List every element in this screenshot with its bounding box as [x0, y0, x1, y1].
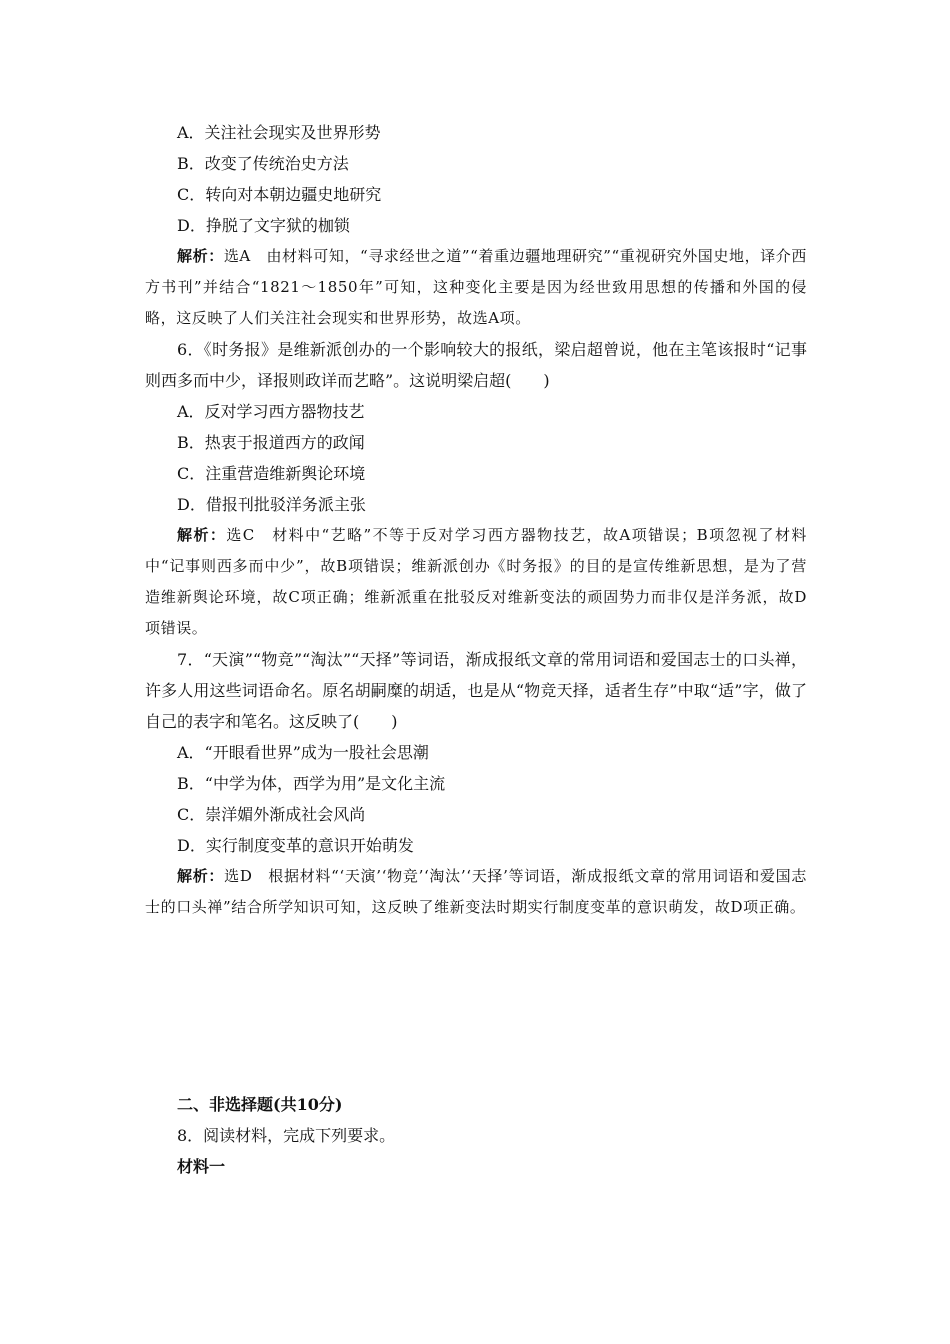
q8-stem: 8．阅读材料，完成下列要求。	[177, 1126, 396, 1145]
q6-option-d: D．借报刊批驳洋务派主张	[177, 495, 366, 514]
q6-stem: 6．《时务报》是维新派创办的一个影响较大的报纸，梁启超曾说，他在主笔该报时“记事则西多而中少，译报则政详而艺略”。这说明梁启超( )	[145, 340, 807, 390]
q6-analysis-text: 选C 材料中“艺略”不等于反对学习西方器物技艺，故A项错误；B项忽视了材料中“记事则西多而中少”，故B项错误；维新派创办《时务报》的目的是宣传维新思想，是为了营造维新舆论环境，故C项正确；维新派重在批驳反对维新变法的顽固势力而非仅是洋务派，故D项错误。	[145, 526, 807, 637]
q6-option-a: A．反对学习西方器物技艺	[177, 402, 365, 421]
q6-option-c: C．注重营造维新舆论环境	[177, 464, 366, 483]
q7-analysis-label: 解析：	[177, 867, 225, 885]
q7-option-b: B．“中学为体，西学为用”是文化主流	[177, 774, 446, 793]
q5-option-d: D．挣脱了文字狱的枷锁	[177, 216, 350, 235]
document-content	[145, 117, 807, 1182]
q6-analysis	[145, 520, 807, 644]
q7-stem: 7．“天演”“物竞”“淘汰”“天择”等词语，渐成报纸文章的常用词语和爱国志士的口头禅，许多人用这些词语命名。原名胡嗣糜的胡适，也是从“物竞天择，适者生存”中取“适”字，做了自己的表字和笔名。这反映了( )	[145, 650, 807, 731]
q7-option-c: C．崇洋媚外渐成社会风尚	[177, 805, 366, 824]
q7-analysis	[145, 861, 807, 923]
q5-option-a: A．关注社会现实及世界形势	[177, 123, 381, 142]
q5-analysis	[145, 241, 807, 334]
q6-option-b: B．热衷于报道西方的政闻	[177, 433, 365, 452]
q7-option-a: A．“开眼看世界”成为一股社会思潮	[177, 743, 429, 762]
q5-option-c: C．转向对本朝边疆史地研究	[177, 185, 382, 204]
q5-analysis-label: 解析：	[177, 247, 224, 265]
material-label: 材料一	[177, 1157, 226, 1176]
blank-space	[145, 923, 807, 1089]
q7-analysis-text: 选D 根据材料“‘天演’‘物竞’‘淘汰’‘天择’等词语，渐成报纸文章的常用词语和爱国志士的口头禅”结合所学知识可知，这反映了维新变法时期实行制度变革的意识萌发，故D项正确。	[145, 867, 807, 916]
q7-option-d: D．实行制度变革的意识开始萌发	[177, 836, 414, 855]
q5-option-b: B．改变了传统治史方法	[177, 154, 349, 173]
section-title: 二、非选择题(共10分)	[177, 1095, 343, 1114]
q5-analysis-text: 选A 由材料可知，“寻求经世之道”“着重边疆地理研究”“重视研究外国史地，译介西方书刊”并结合“1821～1850年”可知，这种变化主要是因为经世致用思想的传播和外国的侵略，这反映了人们关注社会现实和世界形势，故选A项。	[145, 247, 807, 327]
q6-analysis-label: 解析：	[177, 526, 227, 544]
